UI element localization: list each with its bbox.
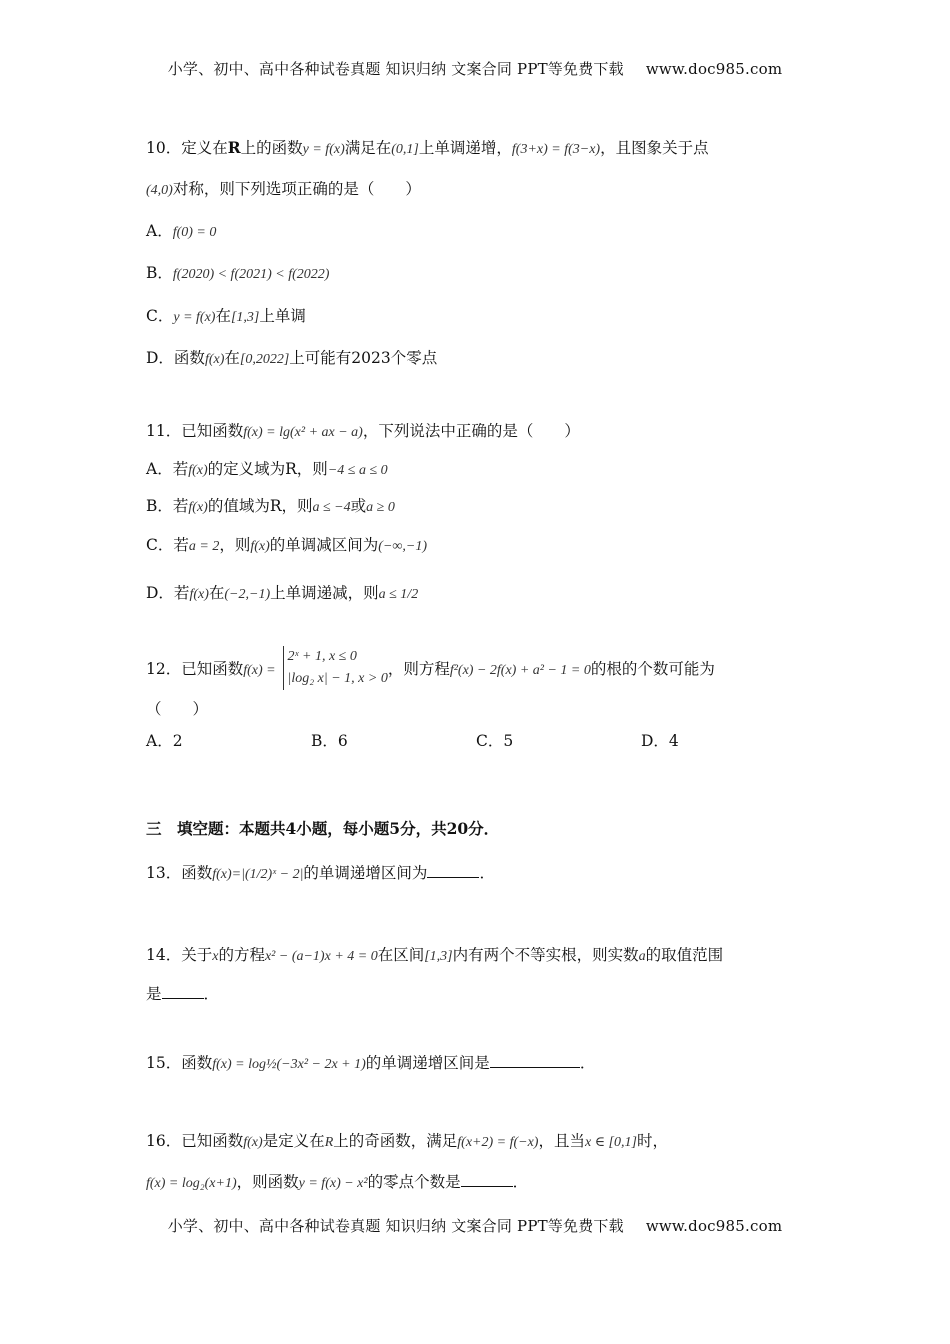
section-3-title: 三 填空题：本题共4小题，每小题5分，共20分． xyxy=(146,819,500,838)
q16-line1: 16．已知函数f(x)是定义在R上的奇函数，满足f(x+2) = f(−x)，且当x ∈ [0,1]时， xyxy=(146,1132,668,1150)
q12-piecewise-cases: 2ˣ + 1, x ≤ 0 |log₂ x| − 1, x > 0 xyxy=(283,646,388,690)
q12-options xyxy=(146,730,806,752)
q11-option-c: C．若a = 2，则f(x)的单调减区间为(−∞,−1) xyxy=(146,536,427,554)
footer-url[interactable]: www.doc985.com xyxy=(645,1217,783,1235)
q13: 13．函数f(x)=|(1/2)ˣ − 2|的单调递增区间为 ． xyxy=(146,864,495,882)
q11-option-d: D．若f(x)在(−2,−1)上单调递减，则a ≤ 1/2 xyxy=(146,584,419,602)
q11-option-b: B．若f(x)的值域为R，则a ≤ −4或a ≥ 0 xyxy=(146,497,395,515)
q10-stem-line1: 10．定义在R上的函数y = f(x)满足在(0,1]上单调递增，f(3+x) = f(3−x)，且图象关于点 xyxy=(146,138,709,157)
q12-option-a: A．2 xyxy=(146,732,183,750)
q10-stem-line2: (4,0)对称，则下列选项正确的是（ ） xyxy=(146,180,421,198)
answer-blank[interactable] xyxy=(490,1053,580,1068)
footer-text: 小学、初中、高中各种试卷真题 知识归纳 文案合同 PPT等免费下载 xyxy=(167,1217,624,1235)
answer-blank[interactable] xyxy=(461,1172,513,1187)
q11-stem: 11．已知函数f(x) = lg(x² + ax − a)，下列说法中正确的是（ ） xyxy=(146,422,580,440)
q10-option-d: D．函数f(x)在[0,2022]上可能有2023个零点 xyxy=(146,349,438,367)
q12-stem: 12．已知函数f(x) = 2ˣ + 1, x ≤ 0 |log₂ x| − 1, x > 0 ，则方程f²(x) − 2f(x) + a² − 1 = 0的根的个数可能为 xyxy=(146,648,715,692)
header-text: 小学、初中、高中各种试卷真题 知识归纳 文案合同 PPT等免费下载 xyxy=(167,60,624,78)
q11-option-a: A．若f(x)的定义域为R，则−4 ≤ a ≤ 0 xyxy=(146,460,388,478)
answer-blank[interactable] xyxy=(427,863,479,878)
q10-option-a: A．f(0) = 0 xyxy=(146,222,217,240)
answer-blank[interactable] xyxy=(162,984,204,999)
q12-option-d: D．4 xyxy=(641,732,679,750)
page-header xyxy=(0,58,950,79)
q14-line1: 14．关于x的方程x² − (a−1)x + 4 = 0在区间[1,3]内有两个不等实根，则实数a的取值范围 xyxy=(146,946,724,964)
q14-line2: 是 ． xyxy=(146,985,220,1003)
q10-option-b: B．f(2020) < f(2021) < f(2022) xyxy=(146,264,330,282)
q16-line2: f(x) = log₂(x+1)，则函数y = f(x) − x²的零点个数是 ． xyxy=(146,1173,529,1191)
q12-option-b: B．6 xyxy=(311,732,348,750)
q10-option-c: C．y = f(x)在[1,3]上单调 xyxy=(146,307,306,325)
header-url[interactable]: www.doc985.com xyxy=(645,60,783,78)
q15: 15．函数f(x) = log½(−3x² − 2x + 1)的单调递增区间是 ． xyxy=(146,1054,596,1072)
q12-option-c: C．5 xyxy=(476,732,514,750)
q12-paren: （ ） xyxy=(146,700,209,718)
page-footer xyxy=(0,1215,950,1236)
